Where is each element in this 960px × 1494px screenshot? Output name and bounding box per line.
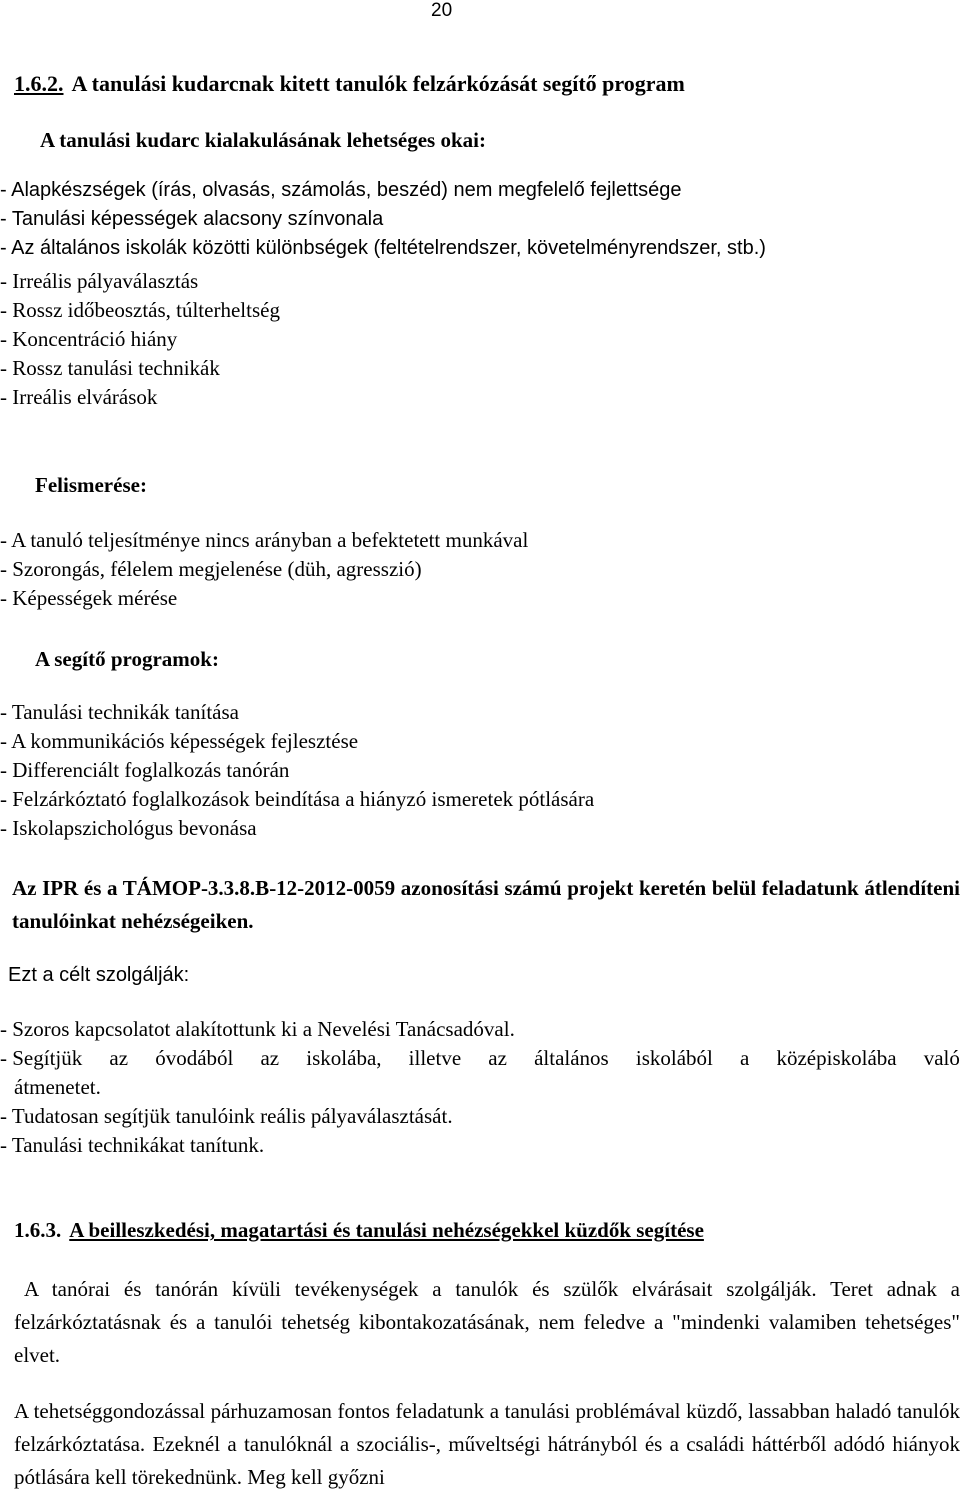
list-item: - A tanuló teljesítménye nincs arányban a befektetett munkával bbox=[0, 528, 529, 552]
word: iskolából bbox=[635, 1046, 713, 1070]
causes-list bbox=[0, 176, 766, 263]
list-item: - Iskolapszichológus bevonása bbox=[0, 816, 257, 840]
word: iskolába, bbox=[306, 1046, 382, 1070]
list-item: - Rossz tanulási technikák bbox=[0, 356, 220, 380]
list-item: - Szorongás, félelem megjelenése (düh, agresszió) bbox=[0, 557, 422, 581]
list-item: - Tanulási technikákat tanítunk. bbox=[0, 1133, 265, 1157]
word: való bbox=[923, 1046, 960, 1070]
programs-list bbox=[0, 698, 594, 843]
word: illetve bbox=[408, 1046, 462, 1070]
word: - Segítjük bbox=[0, 1046, 83, 1070]
section-number: 1.6.2. bbox=[14, 71, 64, 96]
goals-list bbox=[0, 1015, 960, 1160]
list-item: - Alapkészségek (írás, olvasás, számolás, beszéd) nem megfelelő fejlettsége bbox=[0, 179, 682, 201]
list-item: - Az általános iskolák közötti különbségek (feltételrendszer, követelményrendszer, stb.) bbox=[0, 237, 766, 259]
word: óvodából bbox=[155, 1046, 234, 1070]
word: az bbox=[488, 1046, 507, 1070]
list-item: - Felzárkóztató foglalkozások beindítása a hiányzó ismeretek pótlására bbox=[0, 787, 595, 811]
word: középiskolába bbox=[776, 1046, 897, 1070]
section-title: A beilleszkedési, magatartási és tanulási nehézségekkel küzdők segítése bbox=[69, 1218, 704, 1242]
list-item: - Irreális pályaválasztás bbox=[0, 269, 199, 293]
list-item: - Tanulási képességek alacsony színvonala bbox=[0, 208, 384, 230]
section-title: A tanulási kudarcnak kitett tanulók felzárkózását segítő program bbox=[71, 71, 685, 96]
recognition-list bbox=[0, 526, 528, 613]
word: az bbox=[109, 1046, 129, 1070]
list-item: - Koncentráció hiány bbox=[0, 327, 178, 351]
list-item: - Tudatosan segítjük tanulóink reális pályaválasztását. bbox=[0, 1104, 453, 1128]
page-number: 20 bbox=[431, 0, 453, 21]
goals-heading: Ezt a célt szolgálják: bbox=[8, 964, 190, 986]
list-item: - Szoros kapcsolatot alakítottunk ki a Nevelési Tanácsadóval. bbox=[0, 1017, 515, 1041]
section-heading-1-6-3 bbox=[14, 1218, 704, 1243]
recognition-heading: Felismerése: bbox=[35, 473, 147, 497]
list-item: - Irreális elvárások bbox=[0, 385, 158, 409]
causes-heading: A tanulási kudarc kialakulásának lehetséges okai: bbox=[40, 128, 486, 152]
list-item: - A kommunikációs képességek fejlesztése bbox=[0, 729, 359, 753]
word: általános bbox=[534, 1046, 609, 1070]
list-item: - Rossz időbeosztás, túlterheltség bbox=[0, 298, 280, 322]
list-item bbox=[0, 1044, 960, 1102]
section-number: 1.6.3. bbox=[14, 1218, 62, 1242]
word: az bbox=[260, 1046, 280, 1070]
section-heading-1-6-2 bbox=[14, 71, 685, 97]
list-item: - Differenciált foglalkozás tanórán bbox=[0, 758, 290, 782]
continued-line: átmenetet. bbox=[14, 1075, 101, 1099]
paragraph: A tehetséggondozással párhuzamosan fontos feladatunk a tanulási problémával küzdő, lassabban haladó tanulók felzárkóztatása. Ezeknél a tanulóknál a szociális-, műveltségi hátrányból és a családi háttérből adódó hiányok pótlására kell törekednünk. Meg kell győzni bbox=[14, 1399, 960, 1489]
justified-line bbox=[0, 1044, 960, 1073]
word: a bbox=[740, 1046, 750, 1070]
list-item: - Képességek mérése bbox=[0, 586, 178, 610]
paragraph: A tanórai és tanórán kívüli tevékenységek a tanulók és szülők elvárásait szolgálják. Teret adnak a felzárkóztatásnak és a tanulói tehetség kibontakozatásának, nem feledve a "mindenki valamiben tehetséges" elvet. bbox=[14, 1277, 960, 1367]
list-item: - Tanulási technikák tanítása bbox=[0, 700, 239, 724]
causes-list-continued bbox=[0, 267, 280, 412]
programs-heading: A segítő programok: bbox=[35, 647, 219, 671]
ipr-project-paragraph: Az IPR és a TÁMOP-3.3.8.B-12-2012-0059 azonosítási számú projekt keretén belül feladatunk átlendíteni tanulóinkat nehézségeiken. bbox=[12, 876, 960, 933]
